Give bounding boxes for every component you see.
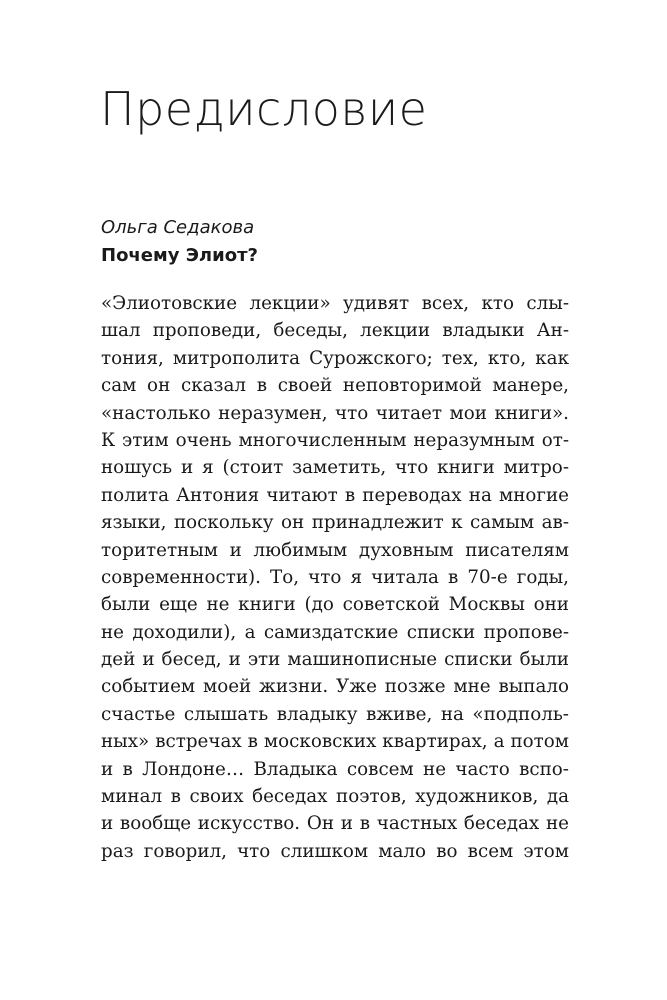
essay-subtitle: Почему Элиот? bbox=[101, 245, 258, 266]
text-line: дей и бесед, и эти машинописные списки были bbox=[101, 649, 569, 671]
text-line: полита Антония читают в переводах на многие bbox=[101, 484, 569, 506]
text-line: ношусь и я (стоит заметить, что книги митро- bbox=[101, 457, 569, 479]
text-line: и вообще искусство. Он и в частных беседах не bbox=[101, 813, 569, 835]
text-line: минал в своих беседах поэтов, художников, да bbox=[101, 786, 569, 808]
text-line: раз говорил, что слишком мало во всем этом bbox=[101, 840, 569, 862]
text-line: «настолько неразумен, что читает мои книги». bbox=[101, 402, 569, 424]
text-line: шал проповеди, беседы, лекции владыки Ан- bbox=[101, 320, 569, 342]
text-line: ных» встречах в московских квартирах, а потом bbox=[101, 731, 569, 753]
text-line: К этим очень многочисленным неразумным от- bbox=[101, 429, 569, 451]
text-line: «Элиотовские лекции» удивят всех, кто слы- bbox=[101, 293, 569, 314]
text-line: счастье слышать владыку вживе, на «подполь- bbox=[101, 703, 569, 725]
text-line: событием моей жизни. Уже позже мне выпало bbox=[101, 676, 569, 698]
text-line: сам он сказал в своей неповторимой манере, bbox=[101, 375, 569, 397]
essay-author: Ольга Седакова bbox=[101, 217, 255, 238]
text-line: языки, поскольку он принадлежит к самым ав- bbox=[101, 512, 569, 534]
text-line: торитетным и любимым духовным писателям bbox=[101, 539, 569, 561]
chapter-title: Предисловие bbox=[100, 82, 428, 136]
text-line: современности). То, что я читала в 70-е годы, bbox=[101, 566, 569, 588]
text-line: и в Лондоне… Владыка совсем не часто вспо- bbox=[101, 758, 569, 780]
body-paragraph bbox=[101, 290, 569, 865]
text-line: не доходили), а самиздатские списки пропове- bbox=[101, 621, 569, 643]
text-line: были еще не книги (до советской Москвы они bbox=[101, 594, 569, 616]
text-line: тония, митрополита Сурожского; тех, кто, как bbox=[101, 347, 569, 369]
